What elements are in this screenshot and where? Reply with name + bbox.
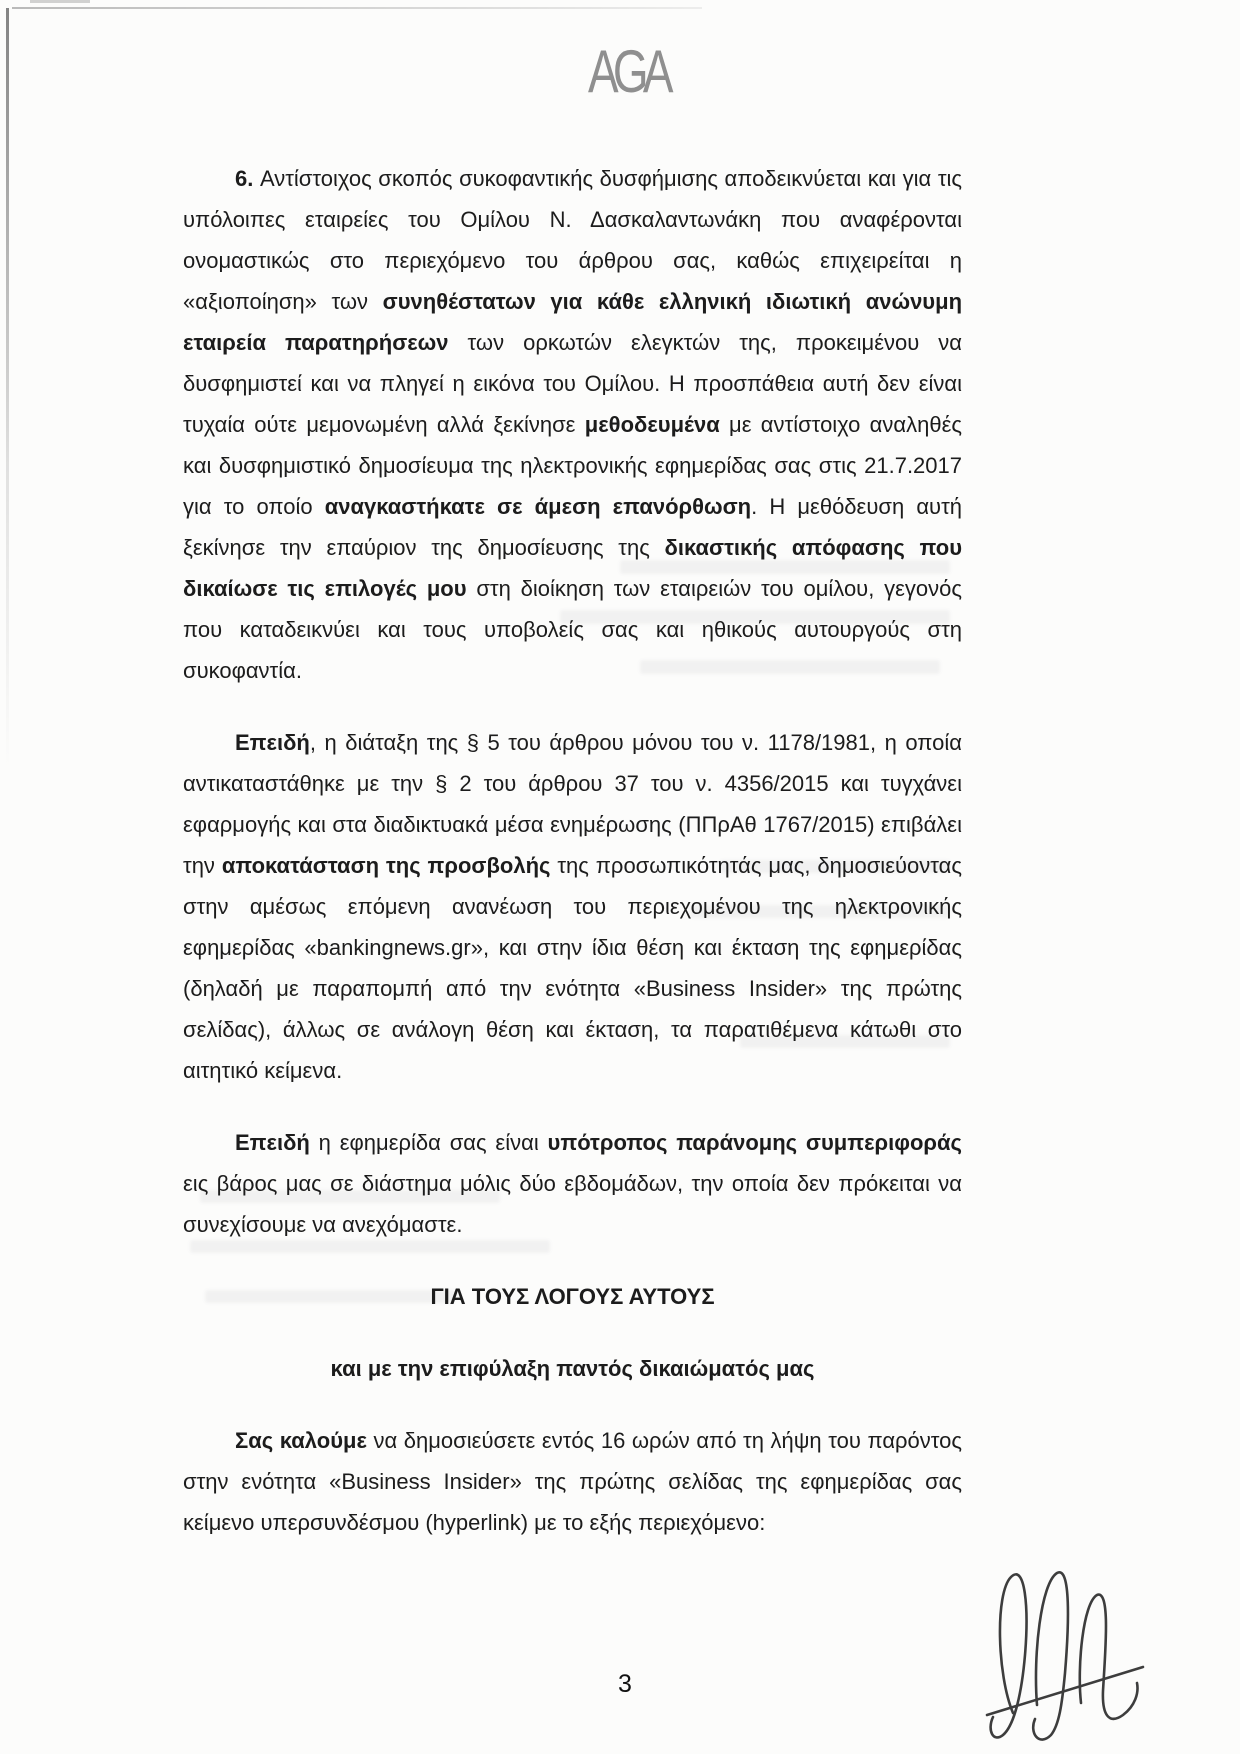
paragraph-2: Επειδή, η διάταξη της § 5 του άρθρου μόνου του ν. 1178/1981, η οποία αντικαταστάθηκε με την § 2 του άρθρου 37 του ν. 4356/2015 και τυγχάνει εφαρμογής και στα διαδικτυακά μέσα ενημέρωσης (ΠΠρΑθ 1767/2015) επιβάλει την αποκατάσταση της προσβολής της προσωπικότητάς μας, δημοσιεύοντας στην αμέσως επόμενη ανανέωση του περιεχομένου της ηλεκτρονικής εφημερίδας «bankingnews.gr», και στην ίδια θέση και έκταση της εφημερίδας (δηλαδή με παραπομπή από την ενότητα «Business Insider» της πρώτης σελίδας), άλλως σε ανάλογη θέση και έκταση, τα παρατιθέμενα κάτωθι στο αιτητικό κείμενα. xyxy=(183,730,962,1083)
page-number: 3 xyxy=(618,1670,632,1698)
paragraph-3: Επειδή η εφημερίδα σας είναι υπότροπος παράνομης συμπεριφοράς εις βάρος μας σε διάστημα μόλις δύο εβδομάδων, την οποία δεν πρόκειται να συνεχίσουμε να ανεχόμαστε. xyxy=(183,1130,962,1237)
aga-monogram-stamp: AGA xyxy=(588,37,668,106)
scan-edge-artifact xyxy=(30,0,90,3)
scan-edge-artifact xyxy=(12,7,702,9)
document-body xyxy=(183,158,962,1543)
handwritten-signature xyxy=(985,1555,1150,1754)
paragraph-4: Σας καλούμε να δημοσιεύσετε εντός 16 ωρών από τη λήψη του παρόντος στην ενότητα «Business Insider» της πρώτης σελίδας της εφημερίδας σας κείμενο υπερσυνδέσμου (hyperlink) με το εξής περιεχόμενο: xyxy=(183,1428,963,1535)
section-subheading: και με την επιφύλαξη παντός δικαιώματός μας xyxy=(330,1356,815,1381)
scan-edge-artifact xyxy=(6,8,9,768)
paragraph-1: 6. Αντίστοιχος σκοπός συκοφαντικής δυσφήμισης αποδεικνύεται και για τις υπόλοιπες εταιρείες του Ομίλου Ν. Δασκαλαντωνάκη που αναφέρονται ονομαστικώς στο περιεχόμενο του άρθρου σας, καθώς επιχειρείται η «αξιοποίηση» των συνηθέστατων για κάθε ελληνική ιδιωτική ανώνυμη εταιρεία παρατηρήσεων των ορκωτών ελεγκτών της, προκειμένου να δυσφημιστεί και να πληγεί η εικόνα του Ομίλου. Η προσπάθεια αυτή δεν είναι τυχαία ούτε μεμονωμένη αλλά ξεκίνησε μεθοδευμένα με αντίστοιχο αναληθές και δυσφημιστικό δημοσίευμα της ηλεκτρονικής εφημερίδας σας στις 21.7.2017 για το οποίο αναγκαστήκατε σε άμεση επανόρθωση. Η μεθόδευση αυτή ξεκίνησε την επαύριον της δημοσίευσης της δικαστικής απόφασης που δικαίωσε τις επιλογές μου στη διοίκηση των εταιρειών του ομίλου, γεγονός που καταδεικνύει και τους υποβολείς σας και ηθικούς αυτουργούς στη συκοφαντία. xyxy=(183,166,963,683)
section-heading: ΓΙΑ ΤΟΥΣ ΛΟΓΟΥΣ ΑΥΤΟΥΣ xyxy=(430,1284,715,1309)
